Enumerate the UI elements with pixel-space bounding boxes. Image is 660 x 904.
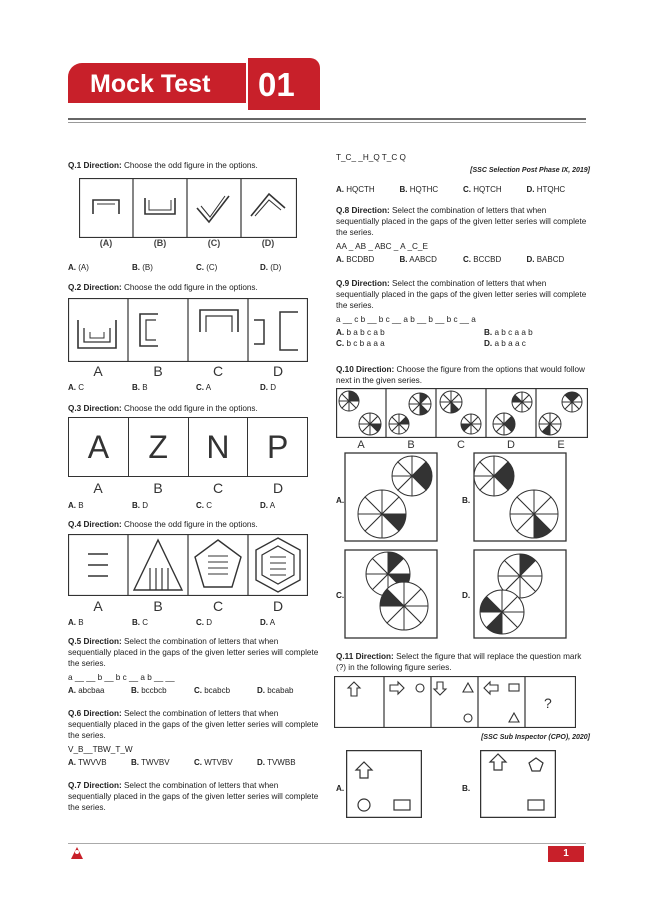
q4-text: Choose the odd figure in the options. [123, 520, 258, 529]
q9-series: a __ c b __ b c __ a b __ b __ b c __ a [336, 315, 476, 324]
q5-option-d[interactable]: D. bcabab [257, 686, 294, 695]
q9-option-d[interactable]: D. a b a a c [484, 339, 526, 348]
q11-question-mark: ? [544, 695, 552, 711]
q9-option-b[interactable]: B. a b c a a b [484, 328, 533, 337]
q11-source: [SSC Sub Inspector (CPO), 2020] [481, 734, 590, 741]
q5-option-a[interactable]: A. abcbaa [68, 686, 105, 695]
q10-fig-label-d: D [507, 439, 515, 451]
q6-option-c[interactable]: C. WTVBV [194, 758, 233, 767]
q6 [68, 708, 320, 768]
q10-fig-label-b: B [407, 439, 415, 451]
q1-figure [79, 178, 297, 238]
q2-option-c[interactable]: C. A [196, 383, 212, 392]
q2-text: Choose the odd figure in the options. [123, 283, 258, 292]
q3-text: Choose the odd figure in the options. [123, 404, 258, 413]
q7-continued [336, 152, 590, 195]
q8-series: AA _ AB _ ABC _ A _C_E [336, 242, 428, 251]
segmented-circle [339, 391, 359, 411]
q10-fig-labels [336, 439, 586, 451]
header-banner [68, 58, 320, 110]
q8-options [336, 254, 590, 265]
q3-fig-label-a: A [93, 480, 103, 496]
segmented-circle [461, 414, 481, 434]
q8-option-c[interactable]: C. BCCBD [463, 255, 502, 264]
q11-option-a-figure[interactable] [346, 750, 422, 818]
q6-option-b[interactable]: B. TWVBV [131, 758, 170, 767]
q4-figure [68, 534, 308, 596]
segmented-circle [440, 391, 462, 413]
q5 [68, 636, 320, 696]
q4-options [68, 617, 324, 628]
q6-options [68, 757, 320, 768]
segmented-circle [474, 456, 514, 496]
q4-fig-label-a: A [93, 598, 103, 614]
q11-series-figure [334, 676, 576, 728]
q2-options [68, 382, 324, 393]
q11-label: Q.11 Direction: [336, 652, 394, 661]
q7-source: [SSC Selection Post Phase IX, 2019] [470, 167, 590, 174]
q1-option-c[interactable]: C. (C) [196, 263, 218, 272]
q6-series: V_B__TBW_T_W [68, 745, 133, 754]
q4-option-a[interactable]: A. B [68, 618, 84, 627]
segmented-circle [380, 582, 428, 630]
q11-opt-label-a[interactable]: A. [336, 784, 345, 793]
q9-option-c[interactable]: C. b c b a a a [336, 339, 385, 348]
q10 [336, 364, 590, 386]
q3-fig-c: N [189, 418, 249, 476]
q2-option-b[interactable]: B. B [132, 383, 148, 392]
q3-figure [68, 417, 308, 477]
publisher-logo-icon [70, 846, 84, 860]
q3 [68, 403, 323, 414]
q1-options [68, 262, 324, 273]
q10-fig-label-e: E [557, 439, 565, 451]
q1-option-d[interactable]: D. (D) [260, 263, 282, 272]
q2-option-d[interactable]: D. D [260, 383, 277, 392]
q2-figure [68, 298, 308, 362]
test-number-box [248, 58, 320, 110]
q10-fig-label-c: C [457, 439, 465, 451]
q10-opt-label-b[interactable]: B. [462, 496, 471, 505]
q3-label: Q.3 Direction: [68, 404, 122, 413]
q3-option-d[interactable]: D. A [260, 501, 276, 510]
q4-option-b[interactable]: B. C [132, 618, 149, 627]
segmented-circle [480, 590, 524, 634]
q5-text: Select the combination of letters that when sequentially placed in the gaps of the given letter series will complete the series. [68, 637, 319, 668]
q1-label: Q.1 Direction: [68, 161, 122, 170]
q11-opt-label-b[interactable]: B. [462, 784, 471, 793]
segmented-circle [539, 413, 561, 435]
q8-option-a[interactable]: A. BCDBD [336, 255, 375, 264]
q7-option-b[interactable]: B. HQTHC [399, 185, 439, 194]
q3-fig-a: A [69, 418, 129, 476]
q5-options [68, 685, 320, 696]
segmented-circle [359, 413, 381, 435]
q1-fig-label-c: (C) [207, 238, 221, 248]
q3-fig-d: P [266, 429, 289, 465]
q4-option-d[interactable]: D. A [260, 618, 276, 627]
q11-text: Select the figure that will replace the question mark (?) in the following figure series. [336, 652, 582, 672]
q2-fig-label-a: A [93, 363, 103, 379]
q6-option-a[interactable]: A. TWVVB [68, 758, 107, 767]
q3-option-a[interactable]: A. B [68, 501, 84, 510]
q1-fig-label-d: (D) [261, 238, 275, 248]
q9-option-a[interactable]: A. b a b c a b [336, 328, 385, 337]
q10-fig-label-a: A [357, 439, 365, 451]
q1-fig-label-b: (B) [153, 238, 167, 248]
q7-option-a[interactable]: A. HQCTH [336, 185, 375, 194]
q3-fig-label-b: B [153, 480, 163, 496]
q4-fig-labels [68, 598, 308, 614]
q10-opt-label-d[interactable]: D. [462, 591, 471, 600]
q9-options-row1 [336, 327, 590, 338]
segmented-circle [358, 490, 406, 538]
q9-options-row2 [336, 338, 590, 349]
q4-fig-label-d: D [272, 598, 284, 614]
q10-label: Q.10 Direction: [336, 365, 395, 374]
q1-option-a[interactable]: A. (A) [68, 263, 89, 272]
q7 [68, 780, 320, 813]
segmented-circle [562, 392, 582, 412]
q9-text: Select the combination of letters that when sequentially placed in the gaps of the given letter series will complete the series. [336, 279, 587, 310]
q5-option-b[interactable]: B. bccbcb [131, 686, 167, 695]
q9 [336, 278, 590, 349]
q8-option-b[interactable]: B. AABCD [399, 255, 437, 264]
q1-fig-labels [79, 238, 295, 248]
q7-option-d[interactable]: D. HTQHC [526, 185, 566, 194]
q4-label: Q.4 Direction: [68, 520, 122, 529]
q5-label: Q.5 Direction: [68, 637, 122, 646]
q1-option-b[interactable]: B. (B) [132, 263, 153, 272]
q7-label: Q.7 Direction: [68, 781, 122, 790]
q10-option-figures [344, 452, 590, 642]
q3-fig-b: Z [129, 418, 189, 476]
page-number: 1 [548, 846, 584, 862]
q2 [68, 282, 323, 293]
q11 [336, 651, 590, 673]
q8-label: Q.8 Direction: [336, 206, 390, 215]
footer-rule [68, 843, 586, 844]
q10-series-figure [336, 388, 588, 438]
q2-fig-label-d: D [272, 363, 284, 379]
segmented-circle [409, 393, 431, 415]
q8 [336, 205, 590, 265]
q2-fig-labels [68, 363, 308, 379]
q1-text: Choose the odd figure in the options. [123, 161, 258, 170]
test-number: 01 [258, 66, 295, 103]
q4-fig-label-c: C [212, 598, 224, 614]
q3-fig-labels [68, 480, 308, 496]
q1-fig-label-a: (A) [99, 238, 113, 248]
q2-label: Q.2 Direction: [68, 283, 122, 292]
segmented-circle [512, 392, 532, 412]
q3-option-c[interactable]: C. C [196, 501, 213, 510]
q10-opt-label-a[interactable]: A. [336, 496, 345, 505]
q7-series: T_C_ _H_Q T_C Q [336, 153, 406, 162]
segmented-circle [510, 490, 558, 538]
segmented-circle [389, 414, 409, 434]
segmented-circle [392, 456, 432, 496]
q7-options [336, 184, 590, 195]
q3-fig-label-c: C [212, 480, 224, 496]
q1 [68, 160, 323, 171]
q4 [68, 519, 323, 530]
q7-option-c[interactable]: C. HQTCH [463, 185, 502, 194]
q8-text: Select the combination of letters that when sequentially placed in the gaps of the given letter series will complete the series. [336, 206, 587, 237]
q6-text: Select the combination of letters that when sequentially placed in the gaps of the given letter series will complete the series. [68, 709, 319, 740]
q3-options [68, 500, 324, 511]
q2-fig-label-c: C [212, 363, 224, 379]
header-rule [68, 118, 586, 120]
q10-opt-label-c[interactable]: C. [336, 591, 345, 600]
q5-option-c[interactable]: C. bcabcb [194, 686, 231, 695]
q4-fig-label-b: B [153, 598, 163, 614]
q9-label: Q.9 Direction: [336, 279, 390, 288]
q10-text: Choose the figure from the options that would follow next in the given series. [336, 365, 585, 385]
q4-option-c[interactable]: C. D [196, 618, 213, 627]
q6-label: Q.6 Direction: [68, 709, 122, 718]
header-rule-thin [68, 122, 586, 123]
q2-fig-label-b: B [153, 363, 163, 379]
q2-option-a[interactable]: A. C [68, 383, 85, 392]
q11-option-b-figure[interactable] [480, 750, 556, 818]
segmented-circle [493, 413, 515, 435]
title-box [68, 63, 246, 103]
q6-option-d[interactable]: D. TVWBB [257, 758, 296, 767]
q3-fig-label-d: D [272, 480, 284, 496]
q7-text: Select the combination of letters that when sequentially placed in the gaps of the given letter series will complete the series. [68, 781, 319, 812]
page-title: Mock Test [90, 70, 211, 98]
q5-series: a __ __ b __ b c __ a b __ __ [68, 673, 175, 682]
q8-option-d[interactable]: D. BABCD [526, 255, 565, 264]
q3-option-b[interactable]: B. D [132, 501, 149, 510]
